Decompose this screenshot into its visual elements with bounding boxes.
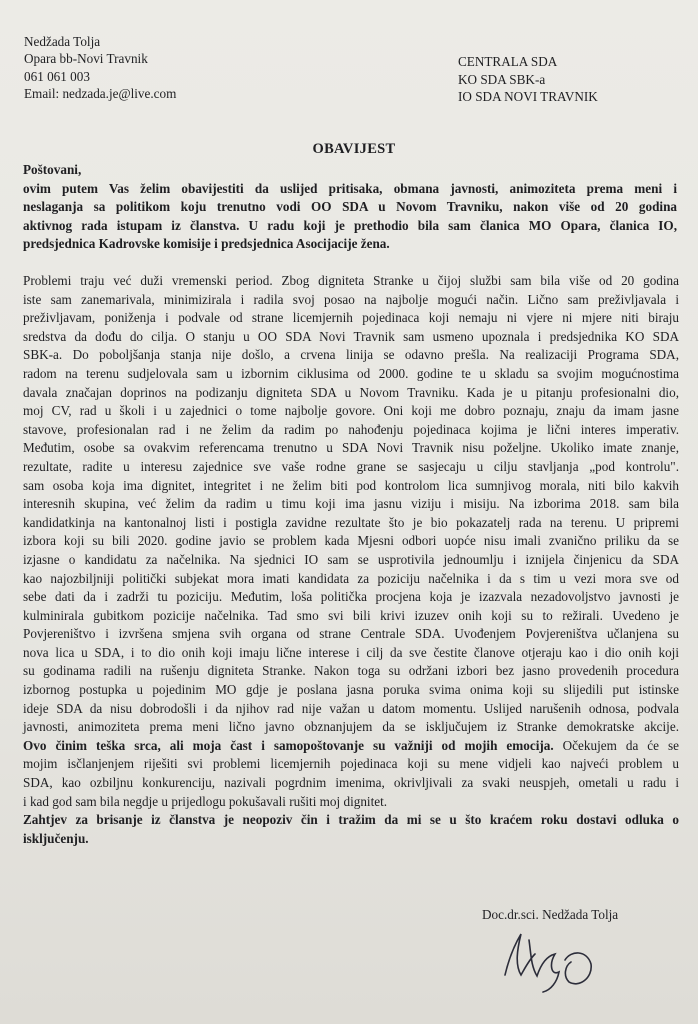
body-line: preživljavam, poniženja i podvale od strane licemjernih pojedinaca koji nemaju ni vjere ni mjere niti biraju <box>23 310 679 326</box>
sender-phone: 061 061 003 <box>24 68 90 84</box>
body-line: stavove, profesionalan rad i ne želim da radim po nahođenju pojedinaca kojima je lični interes imperativ. <box>23 421 679 437</box>
intro-line: ovim putem Vas želim obavijestiti da uslijed pritisaka, obmana javnosti, animoziteta prema meni i <box>23 180 677 196</box>
sender-email: Email: nedzada.je@live.com <box>24 85 177 101</box>
intro-line: aktivnog rada istupam iz članstva. U radu koji je prethodio bila sam članica MO Opara, članica IO, <box>23 217 677 233</box>
body-line: izjasne o kandidatu za načelnika. Na sjednici IO sam se usprotivila jednoumlju i iznijela činjenicu da SDA <box>23 551 679 567</box>
greeting: Poštovani, <box>23 162 82 177</box>
body-line: ideje SDA da nisu dobrodošli i da njihov rad nije važan u datom momentu. Uslijed narušenih odnosa, podvala <box>23 700 679 716</box>
body-line: SBK-a. Do poboljšanja stanja nije došlo, a crvena linija se odavno prešla. Na realizaciji Programa SDA, <box>23 347 679 363</box>
body-line: kao najozbiljniji politički subjekat mora imati kandidata za poziciju načelnika i da s tim u vezi mora sve od <box>23 570 679 586</box>
body-line: davala značajan doprinos na podizanju digniteta SDA u Novom Travniku. Kada je u pitanju profesionalni dio, <box>23 384 679 400</box>
recipient-block <box>458 53 598 106</box>
body-line: sebe dati da i zadrži tu poziciju. Međutim, loša politička procjena koja je izazvala nezadovoljstvo javnosti je <box>23 589 679 605</box>
closing-line: isključenju. <box>23 830 89 846</box>
body-line: i kad god sam bila negdje u prijedlogu pokušavali rušiti moj dignitet. <box>23 793 388 809</box>
body-line: Problemi traju već duži vremenski period. Zbog digniteta Stranke u čijoj službi sam bila više od 20 godina <box>23 273 679 288</box>
body-line: SDA, kao ozbiljnu konkurenciju, nazivali pogrdnim imenima, okrivljivali za svaki neuspjeh, ometali u radu i <box>23 775 679 791</box>
body-line: moj CV, rad u školi i u zajednici o tome najbolje govore. Oni koji me dobro poznaju, znaju da imam jasne <box>23 403 679 419</box>
intro-line: predsjednica Kadrovske komisije i predsjednica Asocijacije žena. <box>23 236 390 252</box>
bold-sentence: Ovo činim teška srca, ali moja čast i samopoštovanje su važniji od mojih emocija. <box>23 737 554 753</box>
intro-block <box>23 161 677 254</box>
body-line: Povjereništvo i izvršena smjena svih organa od strane Centrale SDA. Uvođenjem Povjereništva učlanjena su <box>23 626 679 642</box>
sender-address: Opara bb-Novi Travnik <box>24 51 148 67</box>
body-line: sredstva da dođu do cilja. O stanju u OO SDA Novi Travnik sam usmeno upoznala i predsjednika KO SDA <box>23 328 679 344</box>
body-line: mojim isčlanjenjem riješiti svi problemi licemjernih pojedinaca koji su mene vidjeli kao najveći problem u <box>23 756 679 772</box>
body-line: kulminirala gubitkom pozicije načelnika. Tad smo svi bili krivi izuzev onih koji su to režirali. Uvedeno je <box>23 607 679 623</box>
intro-line: neslaganja sa politikom koju trenutno vodi OO SDA u Novom Travniku, nakon više od 20 godina <box>23 199 677 215</box>
body-text <box>23 272 679 848</box>
recipient-line: KO SDA SBK-a <box>458 71 546 87</box>
body-line: kandidatkinja na kantonalnoj listi i postigla zavidne rezultate što je bio pokazatelj rada na terenu. U pripremi <box>23 514 679 530</box>
signature-name: Doc.dr.sci. Nedžada Tolja <box>482 907 619 922</box>
body-line-emphasis <box>23 737 679 756</box>
closing-line: Zahtjev za brisanje iz članstva je neopoziv čin i tražim da mi se u što kraćem roku dostavi odluka o <box>23 812 679 828</box>
sender-name: Nedžada Tolja <box>24 34 101 49</box>
body-line: sam osoba koja ima dignitet, integritet i ne želim biti pod kontrolom lica sumnjivog morala, niti bilo kakvih <box>23 477 679 493</box>
body-line: interesnih skupina, već želim da radim u timu koji ima jasnu viziju i misiju. Na izborima 2018. sam bila <box>23 496 679 512</box>
body-line: javnosti, animoziteta prema meni lično javno obznanjujem da se isključujem iz Stranke demokratske akcije. <box>23 719 679 735</box>
recipient-line: IO SDA NOVI TRAVNIK <box>458 89 598 105</box>
body-line: izbornog postupka u pojedinim MO gdje je poslana jasna poruka svima onima koji su slijedili put istinske <box>23 682 679 698</box>
recipient-line: CENTRALA SDA <box>458 54 558 69</box>
body-line: rezultate, radite u interesu zajednice sve vaše rodne grane se sasjecaju u cilju stavljanja „pod kontrolu". <box>23 458 679 474</box>
after-bold-text: Očekujem da će se <box>553 737 679 753</box>
body-line: iste sam zanemarivala, minimizirala i radila svoj posao na najbolje mogući način. Lično sam preživljavala i <box>23 291 679 307</box>
body-line: izbora koji su bili 2020. godine javio se problem kada Mjesni odbori uopće nisu imali zvanično priliku da se <box>23 533 679 549</box>
document-title: OBAVIJEST <box>312 141 396 157</box>
body-line: su godinama radili na rušenju digniteta Stranke. Nakon toga su održani izbori bez jasno provedenih procedura <box>23 663 679 679</box>
body-line: Međutim, osobe sa ovakvim referencama trenutno u SDA Novi Travnik nisu poželjne. Ukoliko imate znanje, <box>23 440 679 456</box>
body-line: radom na terenu sudjelovala sam u izbornim ciklusima od 2000. godine te u skladu sa svojim mogućnostima <box>23 365 679 381</box>
handwritten-signature <box>495 920 605 998</box>
body-line: nova lica u SDA, i to dio onih koji imaju lične interese i cilj da sve čestite članove otjeraju kao i dio onih koji <box>23 644 679 660</box>
sender-block <box>24 33 176 102</box>
